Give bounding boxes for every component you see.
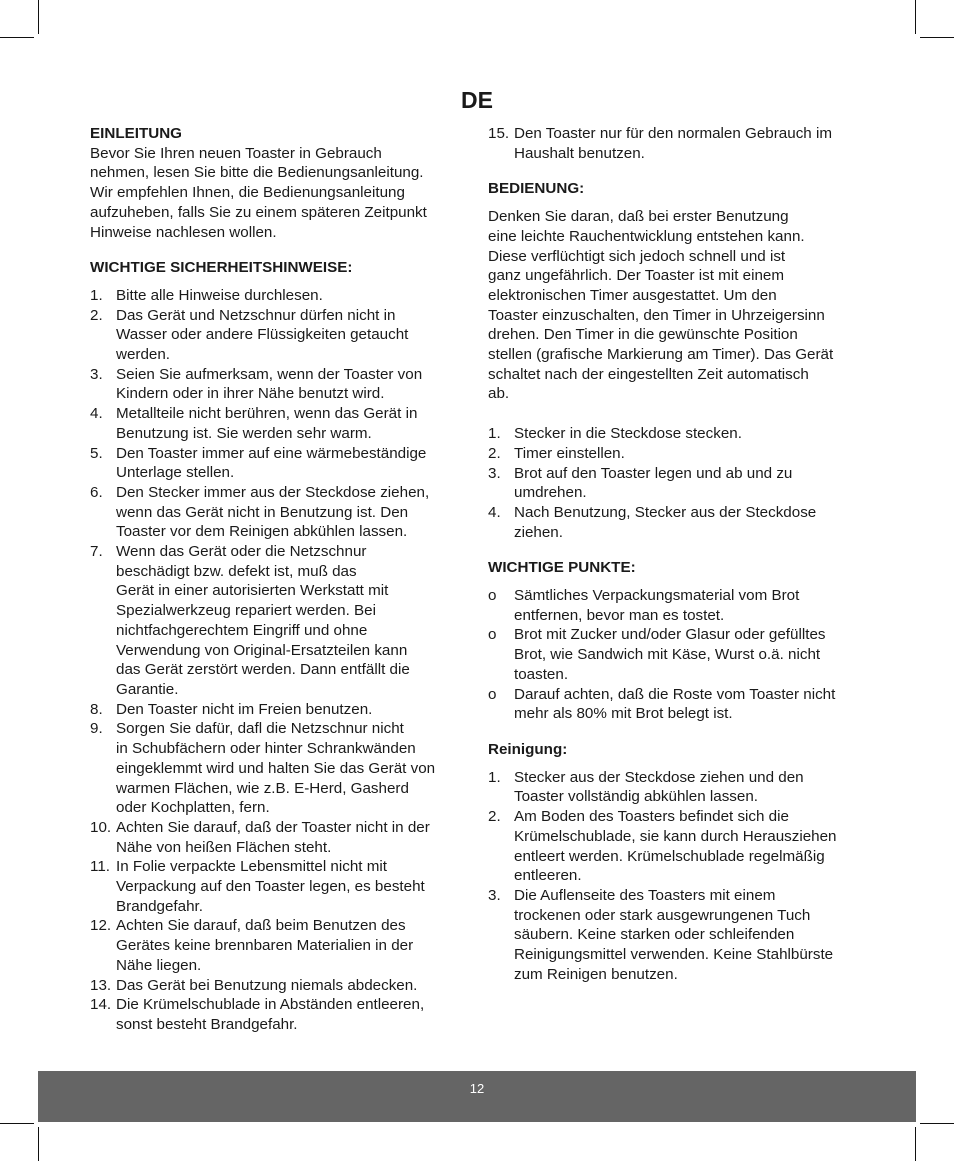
list-item-text (116, 700, 466, 720)
list-item-line: Brot auf den Toaster legen und ab und zu (514, 464, 793, 482)
list-item-line: Wasser oder andere Flüssigkeiten getaucht (116, 326, 409, 344)
list-item-line: oder Kochplatten, fern. (116, 799, 270, 817)
list-item-line: werden. (116, 346, 171, 364)
list-item-line: toasten. (514, 665, 569, 683)
list-item-line: Timer einstellen. (514, 444, 625, 462)
intro-line: nehmen, lesen Sie bitte die Bedienungsanleitung. (90, 164, 424, 182)
list-item-line: Stecker aus der Steckdose ziehen und den (514, 768, 804, 786)
list-item-number: 2. (90, 306, 103, 324)
list-item-text (514, 768, 866, 807)
list-item-number: 6. (90, 483, 103, 501)
list-item-line: Nach Benutzung, Stecker aus der Steckdose (514, 503, 817, 521)
operation-line: Denken Sie daran, daß bei erster Benutzung (488, 208, 789, 226)
important-points-list (488, 586, 866, 724)
list-item (90, 306, 466, 365)
list-item-number: o (488, 626, 497, 644)
list-item-line: Verwendung von Original-Ersatzteilen kann (116, 641, 408, 659)
cleaning-heading: Reinigung: (488, 740, 568, 758)
list-item-number: 8. (90, 700, 103, 718)
list-item-line: das Gerät zerstört werden. Dann entfällt die (116, 661, 410, 679)
list-item-line: Seien Sie aufmerksam, wenn der Toaster von (116, 365, 423, 383)
list-item-text (116, 995, 466, 1034)
operation-heading: BEDIENUNG: (488, 180, 585, 198)
list-item-line: Die Auflenseite des Toasters mit einem (514, 886, 776, 904)
list-item-text (116, 976, 466, 996)
operation-line: elektronischen Timer ausgestattet. Um den (488, 286, 777, 304)
list-item-line: trockenen oder stark ausgewrungenen Tuch (514, 906, 811, 924)
list-item (90, 995, 466, 1034)
list-item (488, 124, 866, 163)
list-item-line: entleert werden. Krümelschublade regelmäßig (514, 847, 825, 865)
spacer (488, 404, 866, 424)
list-item-line: entleeren. (514, 867, 582, 885)
list-item-line: Den Toaster nicht im Freien benutzen. (116, 700, 373, 718)
list-item (90, 286, 466, 306)
list-item-number: o (488, 587, 497, 605)
list-item-text (116, 286, 466, 306)
language-heading: DE (461, 87, 493, 113)
list-item-text (116, 444, 466, 483)
list-item (90, 700, 466, 720)
operation-line: eine leichte Rauchentwicklung entstehen kann. (488, 227, 805, 245)
list-item-text (514, 124, 866, 163)
important-points-heading: WICHTIGE PUNKTE: (488, 559, 636, 577)
list-item-text (514, 886, 866, 985)
crop-mark-top-left-vertical (38, 0, 39, 34)
list-item (488, 807, 866, 886)
list-item-line: Brot mit Zucker und/oder Glasur oder gefülltes (514, 626, 826, 644)
list-item-line: Bitte alle Hinweise durchlesen. (116, 286, 323, 304)
left-column (90, 124, 466, 1035)
list-item-line: ziehen. (514, 523, 563, 541)
list-item-text (116, 719, 466, 818)
list-item (90, 542, 466, 700)
list-item-number: 12. (90, 917, 112, 935)
list-item (488, 464, 866, 503)
crop-mark-bottom-right-horizontal (920, 1123, 954, 1124)
spacer (488, 199, 866, 207)
list-item-text (514, 424, 866, 444)
crop-mark-top-right-horizontal (920, 37, 954, 38)
list-item-line: Am Boden des Toasters befindet sich die (514, 808, 789, 826)
spacer (488, 760, 866, 768)
list-item-line: Achten Sie darauf, daß der Toaster nicht in der (116, 818, 430, 836)
operation-line: stellen (grafische Markierung am Timer). Das Gerät (488, 346, 834, 364)
spacer (488, 163, 866, 179)
list-item (90, 976, 466, 996)
footer-bar (38, 1071, 916, 1122)
spacer (488, 578, 866, 586)
list-item-number: 11. (90, 858, 110, 876)
spacer (90, 278, 466, 286)
list-item-number: 2. (488, 444, 501, 462)
list-item-text (116, 483, 466, 542)
operation-line: Toaster einzuschalten, den Timer in Uhrzeigersinn (488, 306, 825, 324)
list-item-line: Verpackung auf den Toaster legen, es besteht (116, 878, 425, 896)
list-item (90, 857, 466, 916)
list-item-line: warmen Flächen, wie z.B. E-Herd, Gasherd (116, 779, 409, 797)
list-item-line: Das Gerät und Netzschnur dürfen nicht in (116, 306, 396, 324)
intro-line: aufzuheben, falls Sie zu einem späteren Zeitpunkt (90, 203, 427, 221)
list-item-line: Spezialwerkzeug repariert werden. Bei (116, 602, 377, 620)
list-item-line: Das Gerät bei Benutzung niemals abdecken. (116, 976, 418, 994)
list-item-text (514, 685, 866, 724)
list-item-line: Haushalt benutzen. (514, 144, 645, 162)
list-item-number: 2. (488, 808, 501, 826)
list-item-line: eingeklemmt wird und halten Sie das Gerät von (116, 759, 436, 777)
list-item-line: Nähe liegen. (116, 956, 202, 974)
list-item-line: Gerätes keine brennbaren Materialien in der (116, 937, 414, 955)
list-item-line: Kindern oder in ihrer Nähe benutzt wird. (116, 385, 385, 403)
list-item-text (116, 916, 466, 975)
list-item-line: beschädigt bzw. defekt ist, muß das (116, 562, 357, 580)
list-item-number: 3. (488, 464, 501, 482)
list-item-line: Unterlage stellen. (116, 464, 235, 482)
intro-line: Bevor Sie Ihren neuen Toaster in Gebrauch (90, 144, 382, 162)
spacer (90, 242, 466, 258)
list-item-line: Stecker in die Steckdose stecken. (514, 425, 742, 443)
list-item-line: Gerät in einer autorisierten Werkstatt mit (116, 582, 389, 600)
list-item-text (116, 306, 466, 365)
crop-mark-bottom-left-horizontal (0, 1123, 34, 1124)
list-item-text (116, 404, 466, 443)
list-item-line: Die Krümelschublade in Abständen entleeren, (116, 996, 425, 1014)
list-item (90, 719, 466, 818)
list-item-line: umdrehen. (514, 484, 587, 502)
list-item-line: Toaster vollständig abkühlen lassen. (514, 788, 758, 806)
list-item-text (116, 857, 466, 916)
page-number: 12 (469, 1081, 485, 1096)
list-item (90, 483, 466, 542)
list-item-number: 14. (90, 996, 112, 1014)
list-item-text (514, 625, 866, 684)
list-item-line: Garantie. (116, 680, 179, 698)
list-item-line: Krümelschublade, sie kann durch Herausziehen (514, 827, 837, 845)
safety-list-continued (488, 124, 866, 163)
list-item-number: 1. (488, 768, 501, 786)
list-item-line: Toaster vor dem Reinigen abkühlen lassen. (116, 523, 408, 541)
list-item-line: Achten Sie darauf, daß beim Benutzen des (116, 917, 406, 935)
list-item-number: 13. (90, 976, 112, 994)
list-item-text (514, 586, 866, 625)
list-item (488, 685, 866, 724)
list-item-number: 4. (488, 503, 501, 521)
safety-heading: WICHTIGE SICHERHEITSHINWEISE: (90, 259, 353, 277)
list-item-number: 3. (488, 886, 501, 904)
list-item-line: Den Toaster nur für den normalen Gebrauch im (514, 125, 832, 142)
intro-line: Wir empfehlen Ihnen, die Bedienungsanleitung (90, 184, 405, 202)
list-item (488, 586, 866, 625)
cleaning-list (488, 768, 866, 985)
list-item (488, 424, 866, 444)
list-item (90, 365, 466, 404)
list-item (90, 404, 466, 443)
list-item-line: Metallteile nicht berühren, wenn das Gerät in (116, 405, 418, 423)
intro-paragraph (90, 144, 466, 243)
crop-mark-bottom-right-vertical (915, 1127, 916, 1161)
intro-heading: EINLEITUNG (90, 125, 182, 142)
list-item (90, 818, 466, 857)
list-item (90, 916, 466, 975)
list-item-line: Reinigungsmittel verwenden. Keine Stahlbürste (514, 946, 834, 964)
crop-mark-bottom-left-vertical (38, 1127, 39, 1161)
list-item-text (116, 542, 466, 700)
list-item-line: mehr als 80% mit Brot belegt ist. (514, 705, 733, 723)
list-item-text (514, 464, 866, 503)
list-item-number: 7. (90, 543, 103, 561)
operation-paragraph (488, 207, 866, 404)
crop-mark-top-left-horizontal (0, 37, 34, 38)
list-item-text (116, 818, 466, 857)
list-item-line: Brandgefahr. (116, 897, 203, 915)
intro-line: Hinweise nachlesen wollen. (90, 223, 277, 241)
list-item (488, 444, 866, 464)
crop-mark-top-right-vertical (915, 0, 916, 34)
list-item-line: Wenn das Gerät oder die Netzschnur (116, 543, 367, 561)
list-item-line: säubern. Keine starken oder schleifenden (514, 926, 795, 944)
list-item-number: 15. (488, 125, 510, 142)
operation-line: Diese verflüchtigt sich jedoch schnell und ist (488, 247, 786, 265)
list-item-text (514, 444, 866, 464)
list-item (90, 444, 466, 483)
list-item-line: Darauf achten, daß die Roste vom Toaster nicht (514, 685, 836, 703)
list-item-line: Den Toaster immer auf eine wärmebeständige (116, 444, 427, 462)
list-item-line: entfernen, bevor man es tostet. (514, 606, 725, 624)
list-item-text (116, 365, 466, 404)
list-item (488, 886, 866, 985)
list-item-number: 3. (90, 365, 103, 383)
list-item-line: sonst besteht Brandgefahr. (116, 1015, 298, 1033)
right-column (488, 124, 866, 984)
list-item (488, 625, 866, 684)
list-item-number: 1. (90, 286, 103, 304)
list-item-number: 5. (90, 444, 103, 462)
list-item-line: In Folie verpackte Lebensmittel nicht mit (116, 858, 387, 876)
operation-steps (488, 424, 866, 542)
safety-list (90, 286, 466, 1035)
list-item-line: Sorgen Sie dafür, dafl die Netzschnur nicht (116, 720, 404, 738)
list-item-number: 10. (90, 818, 112, 836)
list-item-line: Nähe von heißen Flächen steht. (116, 838, 332, 856)
list-item-number: o (488, 685, 497, 703)
list-item-line: Sämtliches Verpackungsmaterial vom Brot (514, 587, 800, 605)
list-item-line: Benutzung ist. Sie werden sehr warm. (116, 424, 372, 442)
operation-line: drehen. Den Timer in die gewünschte Position (488, 326, 798, 344)
list-item (488, 503, 866, 542)
spacer (488, 724, 866, 740)
operation-line: schaltet nach der eingestellten Zeit automatisch (488, 365, 809, 383)
operation-line: ganz ungefährlich. Der Toaster ist mit einem (488, 267, 785, 285)
spacer (488, 542, 866, 558)
list-item (488, 768, 866, 807)
list-item-number: 9. (90, 720, 103, 738)
list-item-text (514, 503, 866, 542)
list-item-number: 4. (90, 405, 103, 423)
list-item-line: Brot, wie Sandwich mit Käse, Wurst o.ä. nicht (514, 646, 821, 664)
list-item-text (514, 807, 866, 886)
list-item-number: 1. (488, 425, 501, 443)
list-item-line: wenn das Gerät nicht in Benutzung ist. Den (116, 503, 409, 521)
list-item-line: Den Stecker immer aus der Steckdose ziehen, (116, 483, 430, 501)
operation-line: ab. (488, 385, 510, 403)
list-item-line: nichtfachgerechtem Eingriff und ohne (116, 621, 368, 639)
list-item-line: zum Reinigen benutzen. (514, 965, 678, 983)
list-item-line: in Schubfächern oder hinter Schrankwänden (116, 740, 416, 758)
